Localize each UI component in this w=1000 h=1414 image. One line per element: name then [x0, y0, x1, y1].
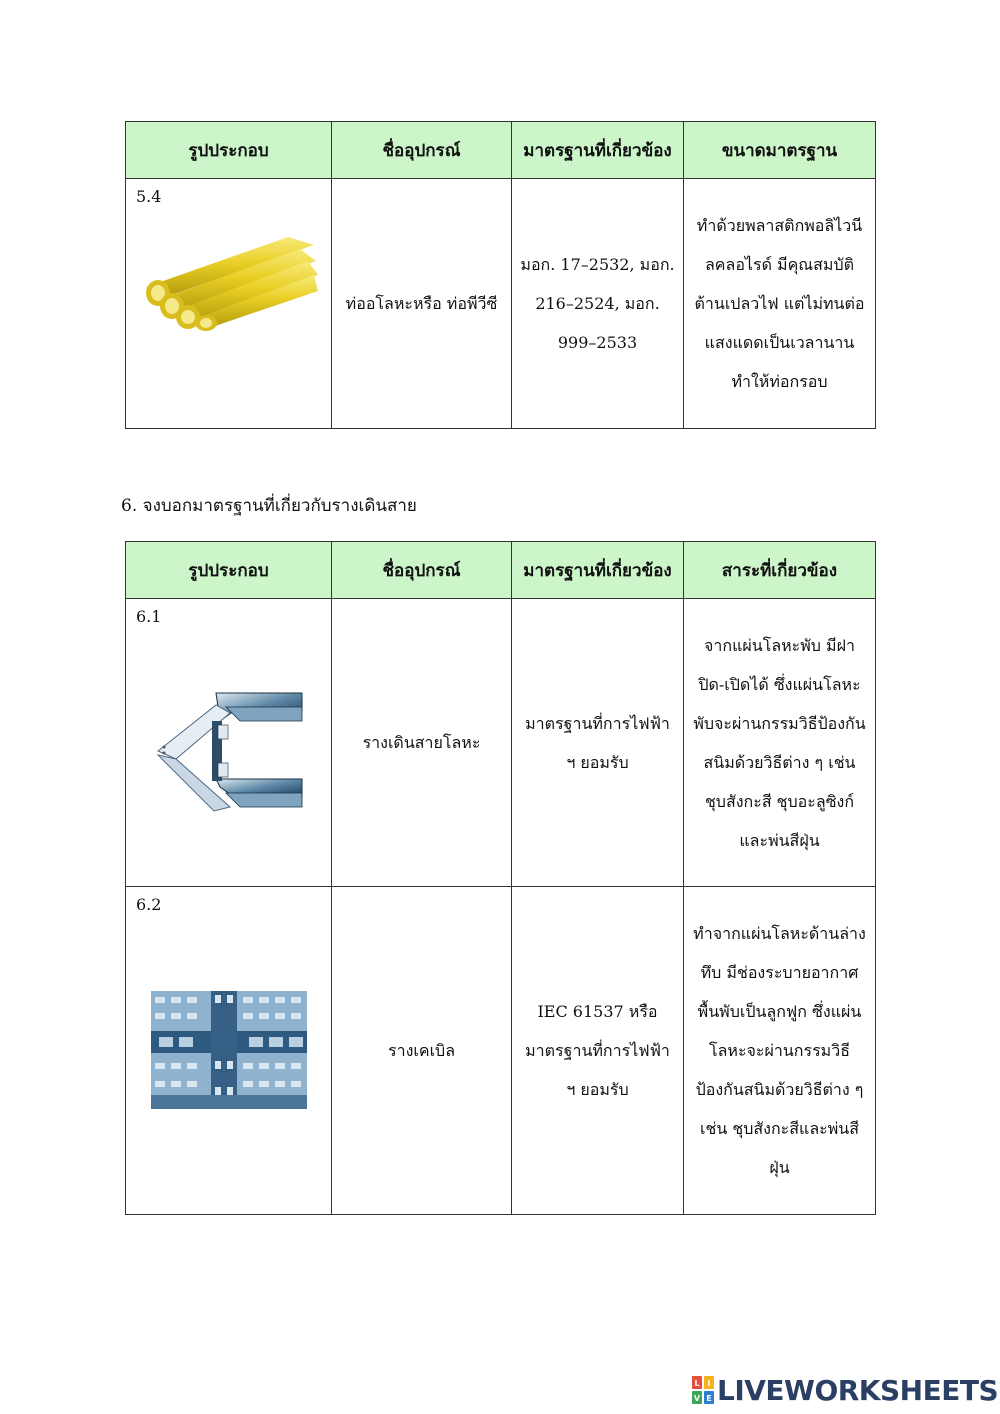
device-name: รางเคเบิล [388, 1041, 455, 1060]
section-6-heading: 6. จงบอกมาตรฐานที่เกี่ยวกับรางเดินสาย [121, 496, 417, 516]
device-name-cell [332, 599, 512, 887]
svg-text:V: V [693, 1394, 701, 1403]
liveworksheets-wordmark: LIVEWORKSHEETS [717, 1373, 999, 1407]
description-cell [684, 887, 876, 1215]
picture-cell [126, 599, 332, 887]
col-header-picture: รูปประกอบ [126, 542, 332, 599]
table-row [126, 887, 876, 1215]
pvc-pipes-image [138, 231, 318, 331]
svg-text:E: E [706, 1394, 712, 1403]
table-header-row [126, 122, 876, 179]
col-header-standard-size: ขนาดมาตรฐาน [684, 122, 876, 179]
standard-text: IEC 61537 หรือ มาตรฐานที่การไฟฟ้า ฯ ยอมรับ [525, 1002, 670, 1099]
standard-cell [512, 179, 684, 429]
svg-text:L: L [694, 1379, 700, 1388]
description-cell [684, 599, 876, 887]
device-name-cell [332, 887, 512, 1215]
device-name: รางเดินสายโลหะ [362, 733, 481, 752]
description-text: ทำจากแผ่นโลหะด้านล่างทึบ มีช่องระบายอากาศ พื้นพับเป็นลูกฟูก ซึ่งแผ่นโลหะจะผ่านกรรมวิธีป้องกันสนิมด้วยวิธีต่าง ๆ เช่น ชุบสังกะสีและพ่นสีฝุ่น [693, 924, 866, 1177]
item-number: 6.1 [136, 607, 162, 626]
picture-cell [126, 179, 332, 429]
col-header-standard: มาตรฐานที่เกี่ยวข้อง [512, 542, 684, 599]
col-header-standard: มาตรฐานที่เกี่ยวข้อง [512, 122, 684, 179]
standard-text: มอก. 17–2532, มอก. 216–2524, มอก. 999–2533 [520, 255, 675, 352]
svg-text:I: I [707, 1379, 711, 1388]
equipment-table-6 [125, 541, 876, 1215]
item-number: 5.4 [136, 187, 162, 206]
device-name-cell [332, 179, 512, 429]
standard-cell [512, 887, 684, 1215]
col-header-device-name: ชื่ออุปกรณ์ [332, 122, 512, 179]
picture-cell [126, 887, 332, 1215]
table-row [126, 599, 876, 887]
description-text: จากแผ่นโลหะพับ มีฝาปิด-เปิดได้ ซึ่งแผ่นโลหะพับจะผ่านกรรมวิธีป้องกันสนิมด้วยวิธีต่าง ๆ เช่น ชุบสังกะสี ชุบอะลูซิงก์และพ่นสีฝุ่น [693, 635, 866, 850]
liveworksheets-logo [692, 1375, 998, 1405]
cable-tray-image [151, 991, 307, 1109]
description-cell [684, 179, 876, 429]
col-header-device-name: ชื่ออุปกรณ์ [332, 542, 512, 599]
table-row [126, 179, 876, 429]
item-number: 6.2 [136, 895, 162, 914]
standard-text: มาตรฐานที่การไฟฟ้า ฯ ยอมรับ [525, 713, 670, 772]
liveworksheets-badge-icon [692, 1376, 714, 1404]
device-name: ท่ออโลหะหรือ ท่อพีวีซี [345, 294, 498, 313]
table-header-row [126, 542, 876, 599]
equipment-table-5 [125, 121, 876, 429]
standard-cell [512, 599, 684, 887]
col-header-related-content: สาระที่เกี่ยวข้อง [684, 542, 876, 599]
description-text: ทำด้วยพลาสติกพอลิไวนีลคลอไรด์ มีคุณสมบัติต้านเปลวไฟ แต่ไม่ทนต่อแสงแดดเป็นเวลานานทำให้ท่อกรอบ [694, 216, 865, 391]
col-header-picture: รูปประกอบ [126, 122, 332, 179]
metal-wireway-image [156, 685, 306, 815]
